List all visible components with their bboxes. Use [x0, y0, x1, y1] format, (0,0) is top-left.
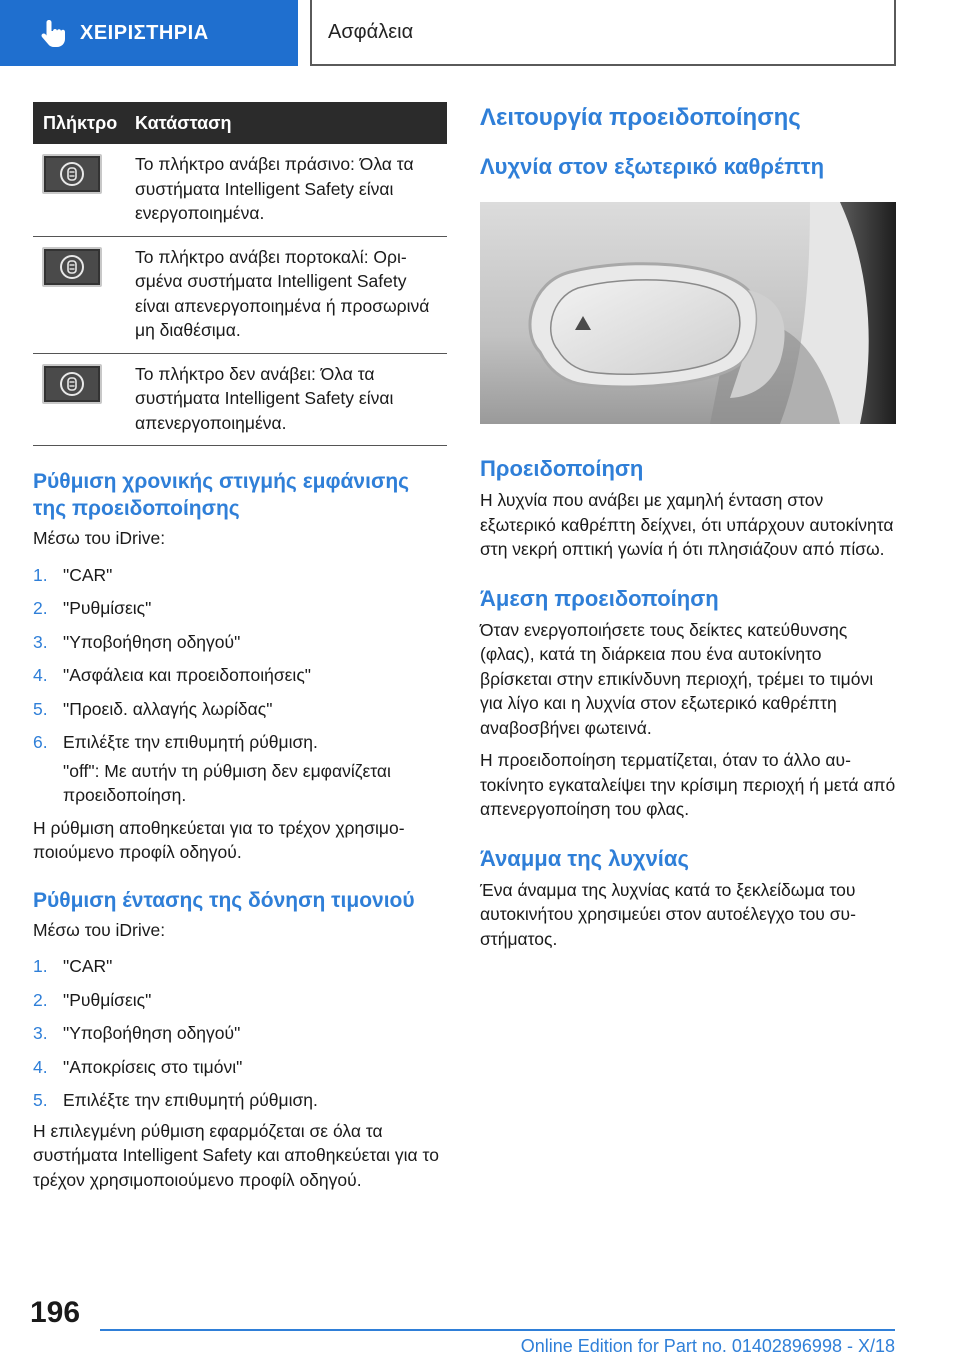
- page-header: [0, 0, 960, 66]
- list-item: 6. Επιλέξτε την επιθυμητή ρύθμιση.: [33, 732, 318, 752]
- list-item: 5. "Προειδ. αλλαγής λωρίδας": [33, 698, 273, 719]
- footer-divider: [100, 1329, 895, 1331]
- timing-outro: Η ρύθμιση αποθηκεύεται για το τρέχον χρησιμοποιούμενο προφίλ οδηγού.: [33, 817, 405, 862]
- list-item: 2. "Ρυθμίσεις": [33, 989, 152, 1010]
- vibration-intro: Μέσω του iDrive:: [33, 919, 166, 940]
- left-column: [33, 102, 447, 1192]
- table-header-state: Κατάσταση: [135, 112, 232, 133]
- timing-section-title: Ρύθμιση χρονικής στιγμής εμφάνισης της προειδοποίησης: [33, 470, 410, 520]
- list-item: 2. "Ρυθμίσεις": [33, 598, 152, 618]
- table-cell-state: Το πλήκτρο δεν ανάβει: Όλα τα συστήματα Intelligent Safety είναι απενεργοποιημένα.: [135, 363, 394, 433]
- timing-steps: [33, 563, 447, 755]
- direct-warning-text-1: Όταν ενεργοποιήσετε τους δείκτες κατεύθυνσης (φλας), κατά τη διάρκεια που ένα αυτοκίνητο βρίσκεται στην επικίνδυνη περιοχή, τρέμει το τιμόνι για λίγο και η λυχνία στον εξωτερικό καθρέπτη αναβοσβήνει φωτεινά.: [480, 619, 874, 738]
- light-on-text: Ένα άναμμα της λυχνίας κατά το ξεκλείδωμα του αυτοκινήτου χρησιμεύει στον αυτοέλεγχο του συστήματος.: [480, 879, 856, 949]
- table-header: [33, 102, 447, 144]
- warning-text: Η λυχνία που ανάβει με χαμηλή ένταση στον εξωτερικό καθρέπτη δείχνει, ότι υπάρχουν αυτοκίνητα στη νεκρή οπτική γωνία ή ότι πλησιάζουν από πίσω.: [480, 490, 894, 559]
- table-cell-state: Το πλήκτρο ανάβει πράσινο: Όλα τα συστήματα Intelligent Safety είναι ενεργοποιημένα.: [135, 154, 414, 223]
- list-item: 3. "Υποβοήθηση οδηγού": [33, 631, 241, 652]
- list-item: 1. "CAR": [33, 956, 113, 976]
- button-status-table: [33, 102, 447, 446]
- list-item: 4. "Ασφάλεια και προειδοποιήσεις": [33, 665, 311, 685]
- list-item: 4. "Αποκρίσεις στο τιμόνι": [33, 1056, 243, 1077]
- table-header-key: Πλήκτρο: [43, 112, 118, 133]
- page-number: 196: [30, 1296, 81, 1329]
- table-row: [33, 144, 447, 237]
- vibration-section-title: Ρύθμιση έντασης της δόνηση τιμονιού: [33, 888, 415, 912]
- mirror-light-title: Λυχνία στον εξωτερικό καθρέπτη: [480, 154, 825, 179]
- intelligent-safety-icon: [59, 161, 85, 187]
- safety-button-icon: [42, 364, 102, 404]
- list-item: 3. "Υποβοήθηση οδηγού": [33, 1023, 241, 1043]
- intelligent-safety-icon: [59, 254, 85, 280]
- table-cell-state: Το πλήκτρο ανάβει πορτοκαλί: Ορισμένα συστήματα Intelligent Safety είναι απενεργοποιημένα ή προσωρινά μη διαθέσιμα.: [135, 246, 430, 340]
- light-on-title: Άναμμα της λυχνίας: [480, 845, 689, 871]
- table-row: [33, 237, 447, 354]
- safety-button-icon: [42, 247, 102, 287]
- vibration-outro: Η επιλεγμένη ρύθμιση εφαρμόζεται σε όλα τα συστήματα Intelligent Safety και αποθηκεύεται για το τρέχον χρησιμοποιούμενο προφίλ οδηγού.: [33, 1120, 439, 1190]
- warning-function-title: Λειτουργία προειδοποίησης: [480, 104, 801, 131]
- list-item: 1. "CAR": [33, 564, 113, 585]
- table-row: [33, 354, 447, 447]
- vibration-steps: [33, 954, 447, 1113]
- edition-note[interactable]: Online Edition for Part no. 01402896998 - X/18: [520, 1336, 895, 1356]
- chapter-title: ΧΕΙΡΙΣΤΗΡΙΑ: [80, 21, 209, 44]
- section-title: Ασφάλεια: [328, 20, 414, 43]
- right-column: [480, 102, 896, 951]
- direct-warning-title: Άμεση προειδοποίηση: [480, 585, 719, 611]
- safety-button-icon: [42, 154, 102, 194]
- timing-step-note: "off": Με αυτήν τη ρύθμιση δεν εμφανίζεται προειδοποίηση.: [63, 760, 391, 805]
- hand-pointer-icon: [36, 16, 70, 50]
- section-header: [310, 0, 896, 66]
- direct-warning-text-2: Η προειδοποίηση τερματίζεται, όταν το άλλο αυτοκίνητο εγκαταλείψει την κρίσιμη περιοχή ή μετά από απενεργοποίηση του φλας.: [480, 750, 896, 819]
- chapter-tab[interactable]: [0, 0, 298, 66]
- side-mirror-illustration: [480, 202, 896, 424]
- list-item: 5. Επιλέξτε την επιθυμητή ρύθμιση.: [33, 1090, 318, 1110]
- intelligent-safety-icon: [59, 371, 85, 397]
- warning-title: Προειδοποίηση: [480, 456, 644, 481]
- mirror-photo: [480, 202, 896, 424]
- timing-intro: Μέσω του iDrive:: [33, 528, 166, 548]
